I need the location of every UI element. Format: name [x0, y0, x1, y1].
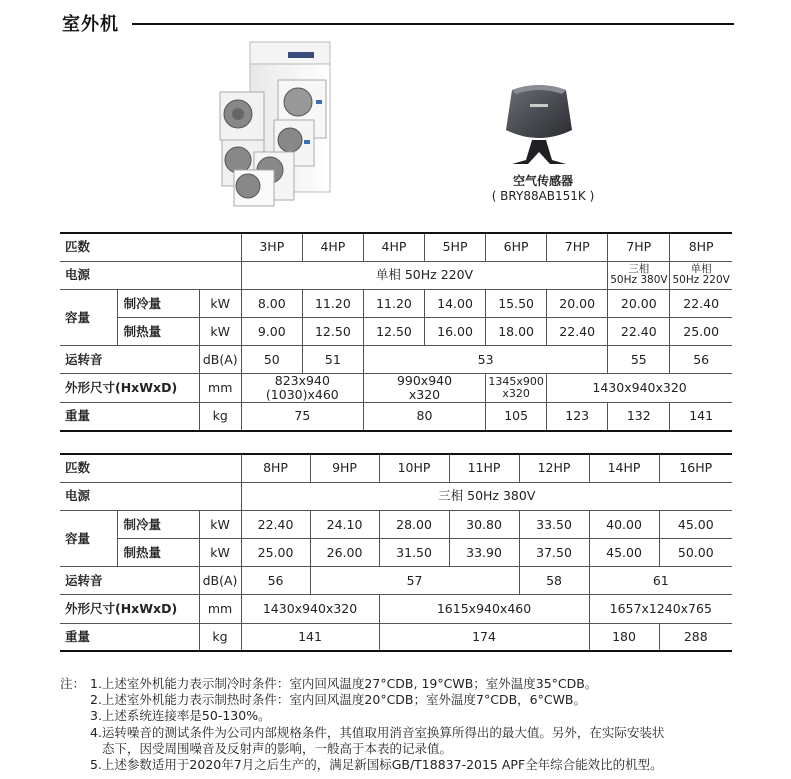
unit-cell: kW	[199, 318, 241, 346]
table1-heating-row	[60, 318, 732, 346]
weight-cell: 141	[670, 402, 732, 430]
weight-cell: 75	[241, 402, 363, 430]
model-cell: 5HP	[425, 233, 486, 261]
table1-cooling-row	[60, 289, 732, 317]
model-cell: 14HP	[589, 454, 659, 482]
table2-cooling-row	[60, 510, 732, 538]
power-cell: 三相 50Hz 380V	[241, 482, 732, 510]
heating-cell: 50.00	[659, 539, 732, 567]
section-header	[62, 10, 734, 36]
model-cell: 8HP	[241, 454, 310, 482]
unit-cell: kW	[199, 510, 241, 538]
weight-cell: 105	[486, 402, 547, 430]
cooling-cell: 33.50	[519, 510, 589, 538]
cooling-cell: 14.00	[425, 289, 486, 317]
noise-cell: 61	[589, 567, 732, 595]
table2-weight-row	[60, 623, 732, 651]
table2-dimension-row	[60, 595, 732, 623]
model-cell: 12HP	[519, 454, 589, 482]
dimension-cell: 990x940 x320	[363, 374, 485, 403]
row-label-capacity: 容量	[60, 289, 117, 345]
section-title: 室外机	[62, 14, 119, 35]
unit-cell: dB(A)	[199, 346, 241, 374]
heating-cell: 9.00	[241, 318, 302, 346]
model-cell: 6HP	[486, 233, 547, 261]
table1-dimension-row	[60, 374, 732, 403]
table1-header-row	[60, 233, 732, 261]
noise-cell: 57	[310, 567, 519, 595]
cooling-cell: 22.40	[241, 510, 310, 538]
unit-cell: kg	[199, 623, 241, 651]
model-cell: 4HP	[302, 233, 363, 261]
sensor-name: 空气传感器	[512, 174, 573, 188]
heating-cell: 25.00	[670, 318, 732, 346]
cooling-cell: 11.20	[363, 289, 424, 317]
unit-cell: kg	[199, 402, 241, 430]
weight-cell: 80	[363, 402, 485, 430]
dimension-cell: 1430x940x320	[241, 595, 379, 623]
notes-list	[90, 676, 770, 773]
row-label-noise: 运转音	[60, 346, 199, 374]
heating-cell: 31.50	[379, 539, 449, 567]
weight-cell: 141	[241, 623, 379, 651]
cooling-cell: 24.10	[310, 510, 379, 538]
cooling-cell: 28.00	[379, 510, 449, 538]
note-item: 态下，因受周围噪音及反射声的影响，一般高于本表的记录值。	[102, 740, 453, 756]
heating-cell: 37.50	[519, 539, 589, 567]
unit-cell: kW	[199, 289, 241, 317]
weight-cell: 123	[547, 402, 608, 430]
notes-label: 注：	[60, 676, 86, 691]
dimension-cell: 1345x900 x320	[486, 374, 547, 403]
power-cell: 三相 50Hz 380V	[608, 261, 670, 289]
weight-cell: 132	[608, 402, 670, 430]
heating-cell: 16.00	[425, 318, 486, 346]
heating-cell: 12.50	[363, 318, 424, 346]
spec-table-1	[60, 232, 732, 432]
heating-cell: 26.00	[310, 539, 379, 567]
cooling-cell: 20.00	[547, 289, 608, 317]
row-label-power: 电源	[60, 261, 241, 289]
row-label-cooling: 制冷量	[117, 510, 199, 538]
cooling-cell: 30.80	[449, 510, 519, 538]
note-item: 2.上述室外机能力表示制热时条件：室内回风温度20°CDB；室外温度7°CDB，6°CWB。	[90, 692, 587, 708]
heating-cell: 45.00	[589, 539, 659, 567]
cooling-cell: 45.00	[659, 510, 732, 538]
table1-noise-row	[60, 346, 732, 374]
row-label-model: 匹数	[60, 233, 241, 261]
row-label-noise: 运转音	[60, 567, 199, 595]
table1-weight-row	[60, 402, 732, 430]
model-cell: 10HP	[379, 454, 449, 482]
air-sensor-photo	[498, 80, 580, 170]
power-cell: 单相 50Hz 220V	[241, 261, 607, 289]
model-cell: 3HP	[241, 233, 302, 261]
weight-cell: 174	[379, 623, 589, 651]
spec-table-2	[60, 453, 732, 652]
cooling-cell: 15.50	[486, 289, 547, 317]
dimension-cell: 1657x1240x765	[589, 595, 732, 623]
cooling-cell: 20.00	[608, 289, 670, 317]
model-cell: 11HP	[449, 454, 519, 482]
table1-power-row	[60, 261, 732, 289]
unit-cell: kW	[199, 539, 241, 567]
noise-cell: 53	[363, 346, 607, 374]
model-cell: 7HP	[608, 233, 670, 261]
row-label-model: 匹数	[60, 454, 241, 482]
note-item: 3.上述系统连接率是50-130%。	[90, 708, 271, 724]
row-label-cooling: 制冷量	[117, 289, 199, 317]
model-cell: 16HP	[659, 454, 732, 482]
heating-cell: 22.40	[547, 318, 608, 346]
heating-cell: 22.40	[608, 318, 670, 346]
noise-cell: 51	[302, 346, 363, 374]
note-item: 5.上述参数适用于2020年7月之后生产的，满足新国标GB/T18837-2015 APF全年综合能效比的机型。	[90, 757, 663, 773]
power-cell: 单相 50Hz 220V	[670, 261, 732, 289]
cooling-cell: 11.20	[302, 289, 363, 317]
model-cell: 8HP	[670, 233, 732, 261]
heating-cell: 33.90	[449, 539, 519, 567]
weight-cell: 180	[589, 623, 659, 651]
unit-cell: mm	[199, 374, 241, 403]
noise-cell: 58	[519, 567, 589, 595]
model-cell: 4HP	[363, 233, 424, 261]
heating-cell: 18.00	[486, 318, 547, 346]
cooling-cell: 40.00	[589, 510, 659, 538]
outdoor-units-photo	[218, 40, 348, 210]
model-cell: 7HP	[547, 233, 608, 261]
cooling-cell: 8.00	[241, 289, 302, 317]
noise-cell: 56	[241, 567, 310, 595]
row-label-weight: 重量	[60, 623, 199, 651]
table2-heating-row	[60, 539, 732, 567]
row-label-weight: 重量	[60, 402, 199, 430]
heating-cell: 25.00	[241, 539, 310, 567]
header-rule	[132, 23, 734, 25]
dimension-cell: 1430x940x320	[547, 374, 732, 403]
row-label-heating: 制热量	[117, 318, 199, 346]
row-label-capacity: 容量	[60, 510, 117, 566]
unit-cell: mm	[199, 595, 241, 623]
noise-cell: 50	[241, 346, 302, 374]
model-cell: 9HP	[310, 454, 379, 482]
noise-cell: 56	[670, 346, 732, 374]
note-item: 1.上述室外机能力表示制冷时条件：室内回风温度27°CDB, 19°CWB；室外温度35°CDB。	[90, 676, 598, 691]
row-label-dimension: 外形尺寸(HxWxD)	[60, 595, 199, 623]
unit-cell: dB(A)	[199, 567, 241, 595]
dimension-cell: 823x940 (1030)x460	[241, 374, 363, 403]
row-label-dimension: 外形尺寸(HxWxD)	[60, 374, 199, 403]
heating-cell: 12.50	[302, 318, 363, 346]
cooling-cell: 22.40	[670, 289, 732, 317]
dimension-cell: 1615x940x460	[379, 595, 589, 623]
weight-cell: 288	[659, 623, 732, 651]
note-item: 4.运转噪音的测试条件为公司内部规格条件，其值取用消音室换算所得出的最大值。另外，在实际安装状	[90, 724, 665, 740]
row-label-heating: 制热量	[117, 539, 199, 567]
table2-header-row	[60, 454, 732, 482]
sensor-model: ( BRY88AB151K )	[491, 189, 595, 203]
table2-power-row	[60, 482, 732, 510]
row-label-power: 电源	[60, 482, 241, 510]
noise-cell: 55	[608, 346, 670, 374]
table2-noise-row	[60, 567, 732, 595]
